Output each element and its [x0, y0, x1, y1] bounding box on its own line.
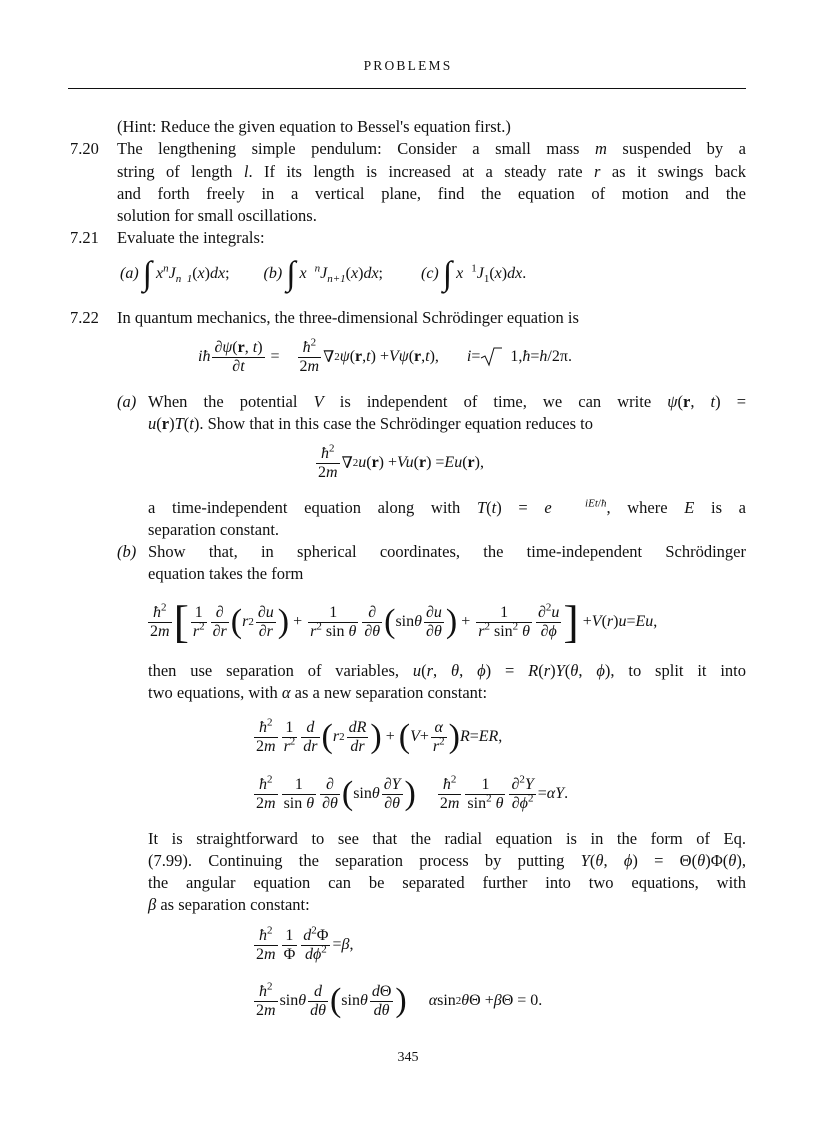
p722-line-1: In quantum mechanics, the three-dimensional Schrödinger equation is	[117, 308, 579, 327]
p720-line-4: solution for small oscillations.	[117, 206, 317, 225]
integral-c: (c) ∫ x $^1J_1(x)dx$.	[421, 255, 527, 293]
part-c-line-4: β as separation constant:	[148, 895, 310, 914]
problem-number-7-20: 7.20	[70, 139, 99, 158]
problem-number-7-21: 7.21	[70, 228, 99, 247]
radial-equation: $\frac{ħ^2}{2m}$ $\frac{1}{r^2}$ $\frac{d}{dr}$ ( r 2 $\frac{dR}{dr}$ ) + ( V + $\frac{\alpha}{r^2}$ ) R = ER ,	[256, 716, 503, 755]
part-c-line-1: It is straightforward to see that the radial equation is in the form of Eq.	[148, 829, 746, 848]
theta-equation: $\frac{ħ^2}{2m}$ sin θ $\frac{d}{d\theta}$ ( sin θ $\frac{d\Theta}{d\theta}$ ) α sin 2 θ Θ + β Θ = 0.	[256, 980, 543, 1019]
time-independent-equation: $\frac{ħ^2}{2m}$ ∇ 2 u ( r ) + Vu ( r ) = Eu ( r ),	[318, 442, 484, 481]
p721-line-1: Evaluate the integrals:	[117, 228, 265, 247]
phi-equation: $\frac{ħ^2}{2m}$ $\frac{1}{\Phi}$ $\frac{d^2\Phi}{d\phi^2}$ = β ,	[256, 924, 354, 963]
part-a-line-4: separation constant.	[148, 520, 280, 539]
integral-a: (a) ∫ $x^nJ_{n 1}(x)dx$;	[120, 255, 230, 293]
part-b-line-3: then use separation of variables, u(r, θ, ϕ) = R(r)Y(θ, ϕ), to split it into	[148, 661, 746, 680]
part-c-line-2: (7.99). Continuing the separation process by putting Y(θ, ϕ) = Θ(θ)Φ(θ),	[148, 851, 746, 870]
running-header: PROBLEMS	[363, 58, 453, 73]
part-b-line-4: two equations, with α as a new separation constant:	[148, 683, 488, 702]
part-a-line-1: When the potential V is independent of time, we can write ψ(r, t) =	[148, 392, 747, 411]
hint-line: (Hint: Reduce the given equation to Bessel's equation first.)	[117, 117, 511, 136]
schrodinger-equation: iħ $\frac{\partial\psi(r, t)}{\partial t}$ = $\frac{ħ^2}{2m}$ ∇ 2 ψ ( r , t ) + V ψ ( r , t ), i = 1, ħ = h /2π.	[198, 336, 572, 375]
part-a-line-3: a time-independent equation along with T(t) = e $^{iEt/ħ}$, where E is a	[148, 497, 746, 517]
angular-equation: $\frac{ħ^2}{2m}$ $\frac{1}{\text{sin θ}}$ $\frac{\partial}{\partial\theta}$ ( sin θ $\frac{\partial Y}{\partial\theta}$ ) $\frac{ħ^2}{2m}$ $\frac{1}{\sin^2 \theta}$ $\frac{\partial^2Y}{\partial\phi^2}$ = αY .	[256, 773, 569, 812]
p720-line-1: The lengthening simple pendulum: Consider a small mass m suspended by a	[117, 139, 747, 158]
part-b-line-2: equation takes the form	[148, 564, 304, 583]
part-b-line-1: Show that, in spherical coordinates, the time-independent Schrödinger	[148, 542, 746, 561]
p720-line-3: and forth freely in a vertical plane, find the equation of motion and the	[117, 184, 746, 203]
integral-b: (b) ∫ x $^nJ_{n+1}(x)dx$;	[263, 255, 383, 293]
part-c-line-3: the angular equation can be separated further into two equations, with	[148, 873, 746, 892]
part-a-line-2: u(r)T(t). Show that in this case the Schrödinger equation reduces to	[148, 414, 593, 433]
part-b-label: (b)	[117, 542, 137, 561]
part-a-label: (a)	[117, 392, 137, 411]
p720-line-2: string of length l. If its length is increased at a steady rate r as it swings back	[117, 162, 747, 181]
integrals-row	[120, 256, 526, 292]
page-number: 345	[397, 1050, 419, 1065]
spherical-schrodinger-equation: $\frac{ħ^2}{2m}$ [ $\frac{1}{r^2}$ $\frac{\partial}{\partial r}$ ( r 2 $\frac{\partial u}{\partial r}$ ) + $\frac{1}{r^2 \sin \theta}$ $\frac{\partial}{\partial\theta}$ ( sin θ $\frac{\partial u}{\partial\theta}$ ) + $\frac{1}{r^2 \sin^2 \theta}$ $\frac{\partial^2u}{\partial\phi}$ ] + V ( r ) u = Eu ,	[150, 596, 658, 647]
problem-number-7-22: 7.22	[70, 308, 99, 327]
header-rule	[68, 88, 746, 89]
